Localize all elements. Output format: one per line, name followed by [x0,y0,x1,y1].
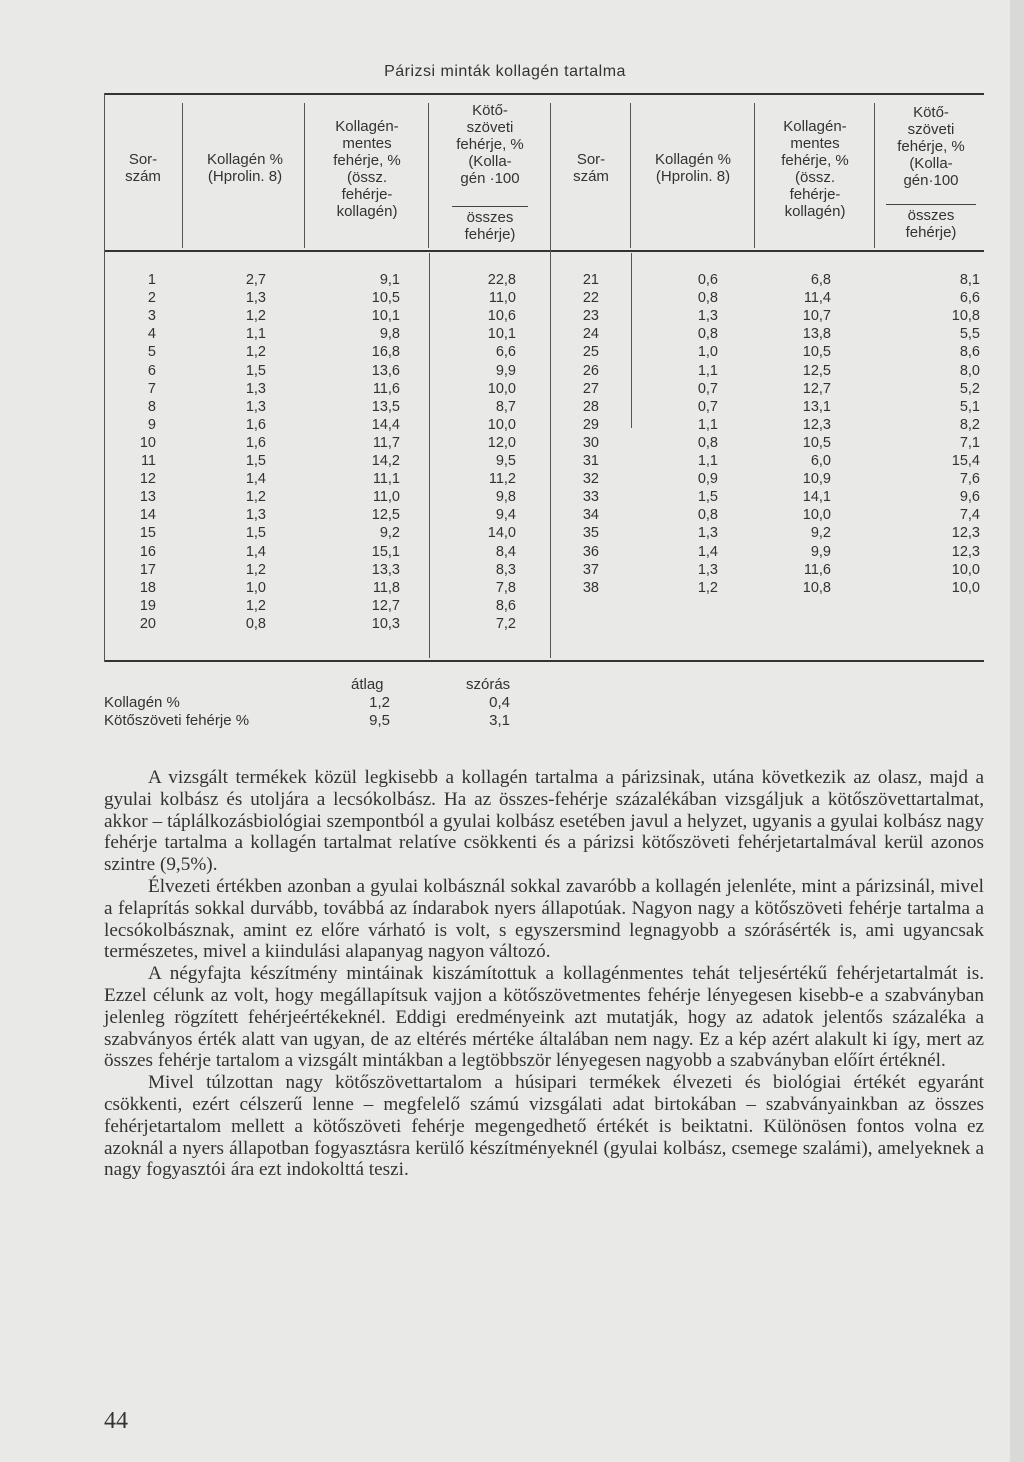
cell-kollagenmentes: 13,5 [371,398,400,415]
column-divider [428,103,429,248]
cell-kollagenmentes: 11,8 [372,579,400,596]
cell-kollagen: 1,1 [245,326,266,343]
stats-header-sd: szórás [466,676,511,693]
cell-kollagen: 0,8 [697,326,718,343]
cell-kotoszoveti: 10,0 [951,579,980,596]
cell-kotoszoveti: 8,6 [959,344,980,361]
cell-kollagenmentes: 10,0 [802,507,831,524]
cell-kollagen: 1,2 [245,597,266,614]
cell-sorszam: 4 [147,326,156,343]
table-title: Párizsi minták kollagén tartalma [384,63,626,80]
cell-kotoszoveti: 5,2 [959,380,980,397]
cell-kollagen: 1,6 [245,434,266,451]
cell-kollagenmentes: 9,9 [810,543,831,560]
cell-kotoszoveti: 9,6 [959,489,980,506]
cell-kollagenmentes: 13,1 [802,398,831,415]
cell-kollagen: 1,5 [245,362,266,379]
cell-kollagenmentes: 9,2 [379,525,400,542]
cell-kollagenmentes: 13,6 [371,362,400,379]
cell-sorszam: 33 [582,489,599,506]
cell-sorszam: 7 [147,380,156,397]
cell-kotoszoveti: 10,8 [951,308,980,325]
cell-sorszam: 10 [139,434,156,451]
header-kotoszoveti-denominator: összes fehérje) [452,206,528,243]
cell-sorszam: 11 [140,453,156,469]
cell-kotoszoveti: 9,5 [495,453,516,469]
cell-kotoszoveti: 10,1 [487,326,516,343]
cell-sorszam: 30 [582,434,599,451]
cell-sorszam: 18 [139,579,156,596]
cell-sorszam: 1 [147,272,156,288]
cell-kollagenmentes: 10,8 [802,579,831,596]
cell-sorszam: 21 [582,272,599,288]
paragraph: A vizsgált termékek közül legkisebb a kollagén tartalma a párizsinak, utána következik az olasz, majd a gyulai kolbász és utoljára a lecsókolbász. Ha az összes-fehérje százalékában vizsgáljuk a kötőszövettartalmat, akkor – táplálkozásbiológiai szempontból a gyulai kolbász esetében javul a helyzet, ugyanis a gyulai kolbász nagy fehérje tartalma a kollagén tartalmat relatíve csökkenti és a párizsi kötőszöveti fehérjetartalmával kerül azonos szintre (9,5%). [104,767,984,876]
cell-kotoszoveti: 11,2 [488,471,516,488]
cell-kollagenmentes: 15,1 [371,543,400,560]
paragraph: A négyfajta készítmény mintáinak kiszámítottuk a kollagénmentes tehát teljesértékű fehérjetartalmát is. Ezzel célunk az volt, hogy megállapítsuk vajjon a kötőszövetmentes fehérje lényegesen kisebb-e a szabványban jelenleg rögzített fehérjeértékeknél. Eddigi eredményeink azt mutatják, hogy az adatok jelentős százaléka a szabványos érték alatt van ugyan, de az eltérés mértéke általában nem nagy. Ez a kép azért alakult ki így, mert az összes fehérje tartalom a vizsgált mintákban a legtöbbször lényegesen nagyobb a szabványban előírt értéknél. [104,963,984,1072]
column-divider [874,103,875,248]
cell-sorszam: 22 [582,290,599,307]
cell-kotoszoveti: 8,3 [495,561,516,578]
cell-kollagen: 0,8 [697,507,718,524]
stats-sd: 0,4 [489,694,510,711]
cell-kotoszoveti: 5,5 [959,326,980,343]
cell-sorszam: 8 [147,398,156,415]
cell-kollagen: 0,9 [697,471,718,488]
cell-sorszam: 29 [582,416,599,433]
cell-kotoszoveti: 6,6 [959,290,980,307]
cell-sorszam: 6 [147,362,156,379]
cell-kotoszoveti: 7,4 [959,507,980,524]
cell-kollagenmentes: 12,7 [802,380,831,397]
cell-kollagen: 1,3 [697,525,718,542]
cell-kollagen: 1,3 [245,290,266,307]
cell-kotoszoveti: 22,8 [487,272,516,288]
cell-kollagen: 1,5 [245,525,266,542]
cell-kollagenmentes: 12,5 [371,507,400,524]
cell-kotoszoveti: 8,7 [495,398,516,415]
cell-kollagenmentes: 9,1 [379,272,400,288]
cell-kollagen: 1,4 [245,471,266,488]
cell-kotoszoveti: 10,0 [951,561,980,578]
cell-kotoszoveti: 10,0 [487,380,516,397]
cell-kollagen: 1,2 [697,579,718,596]
column-divider [631,253,632,428]
header-kollagenmentes: Kollagén- mentes fehérje, % (össz. fehérje- kollagén) [333,118,401,220]
cell-sorszam: 23 [582,308,599,325]
cell-kotoszoveti: 15,4 [951,453,980,469]
paragraph: Élvezeti értékben azonban a gyulai kolbásznál sokkal zavaróbb a kollagén jelenléte, mint a párizsinál, mivel a felaprítás sokkal durvább, továbbá az índarabok nyers állapotúak. Nagyon nagy a kötőszöveti fehérje tartalma a lecsókolbásznak, amint ez előre várható is volt, s egyszersmind legnagyobb a szórásérték is, ami ugyancsak természetes, mivel a kiindulási alapanyag nagyon változó. [104,875,984,963]
cell-kollagen: 0,7 [697,398,718,415]
cell-kollagenmentes: 9,8 [379,326,400,343]
header-kotoszoveti-right: Kötő- szöveti fehérje, % (Kolla- gén·100 [897,104,965,189]
table-header-rule [104,250,984,252]
cell-kollagen: 1,0 [245,579,266,596]
cell-kollagen: 1,2 [245,561,266,578]
cell-kollagenmentes: 10,5 [371,290,400,307]
cell-sorszam: 5 [147,344,156,361]
cell-kollagen: 1,1 [697,362,718,379]
cell-kollagen: 1,3 [697,308,718,325]
table-bottom-rule [104,660,984,662]
page-number: 44 [104,1408,128,1434]
cell-kotoszoveti: 12,0 [487,434,516,451]
cell-sorszam: 31 [582,453,599,469]
cell-sorszam: 35 [582,525,599,542]
cell-kollagen: 1,1 [697,453,718,469]
column-divider [182,103,183,248]
stats-sd: 3,1 [489,712,510,729]
cell-kotoszoveti: 11,0 [488,290,516,307]
cell-kollagenmentes: 12,3 [802,416,831,433]
cell-kotoszoveti: 12,3 [951,525,980,542]
cell-kollagenmentes: 11,6 [803,561,831,578]
cell-kollagen: 1,3 [697,561,718,578]
cell-sorszam: 24 [582,326,599,343]
cell-kotoszoveti: 14,0 [487,525,516,542]
header-kotoszoveti-right-denominator: összes fehérje) [886,204,976,241]
cell-kotoszoveti: 8,0 [959,362,980,379]
cell-sorszam: 12 [139,471,156,488]
cell-kollagenmentes: 11,7 [372,434,400,451]
header-sorszam: Sor- szám [125,151,161,185]
stats-label: Kollagén % [104,694,180,711]
cell-sorszam: 27 [582,380,599,397]
cell-kollagen: 1,2 [245,489,266,506]
cell-kollagen: 1,6 [245,416,266,433]
cell-sorszam: 3 [147,308,156,325]
cell-kotoszoveti: 7,1 [959,434,980,451]
cell-sorszam: 28 [582,398,599,415]
header-kollagenmentes-right: Kollagén- mentes fehérje, % (össz. fehérje- kollagén) [781,118,849,220]
cell-kollagen: 1,2 [245,308,266,325]
cell-sorszam: 26 [582,362,599,379]
cell-kollagenmentes: 11,6 [372,380,400,397]
cell-kollagenmentes: 6,0 [810,453,831,469]
cell-kollagenmentes: 11,1 [372,471,400,488]
header-kollagen: Kollagén % (Hprolin. 8) [207,151,283,185]
cell-kotoszoveti: 10,6 [487,308,516,325]
cell-kollagen: 1,3 [245,398,266,415]
cell-sorszam: 32 [582,471,599,488]
cell-kollagenmentes: 10,3 [371,615,400,632]
cell-kollagen: 0,8 [697,434,718,451]
cell-kollagenmentes: 14,1 [802,489,831,506]
cell-kollagen: 0,7 [697,380,718,397]
cell-kollagen: 1,2 [245,344,266,361]
cell-kollagen: 1,1 [697,416,718,433]
cell-sorszam: 9 [147,416,156,433]
stats-header-mean: átlag [351,676,384,693]
cell-kollagenmentes: 9,2 [810,525,831,542]
cell-kollagenmentes: 11,0 [372,489,400,506]
cell-kollagenmentes: 11,4 [803,290,831,307]
stats-mean: 1,2 [369,694,390,711]
cell-kotoszoveti: 10,0 [487,416,516,433]
cell-kollagenmentes: 10,7 [802,308,831,325]
cell-kollagen: 1,5 [697,489,718,506]
cell-kollagenmentes: 10,9 [802,471,831,488]
cell-sorszam: 13 [139,489,156,506]
cell-kotoszoveti: 5,1 [959,398,980,415]
cell-kollagenmentes: 13,8 [802,326,831,343]
cell-kotoszoveti: 7,8 [495,579,516,596]
cell-kollagen: 0,8 [697,290,718,307]
cell-sorszam: 14 [139,507,156,524]
cell-kotoszoveti: 9,4 [495,507,516,524]
cell-kotoszoveti: 8,4 [495,543,516,560]
cell-kollagen: 1,4 [245,543,266,560]
table-top-rule [104,93,984,95]
cell-kollagenmentes: 14,2 [371,453,400,469]
column-divider [754,103,755,248]
cell-kollagenmentes: 10,1 [371,308,400,325]
cell-kotoszoveti: 7,6 [959,471,980,488]
column-divider [429,253,430,658]
cell-kotoszoveti: 8,2 [959,416,980,433]
cell-sorszam: 17 [139,561,156,578]
cell-kotoszoveti: 12,3 [951,543,980,560]
cell-kotoszoveti: 9,9 [495,362,516,379]
cell-sorszam: 25 [582,344,599,361]
cell-kotoszoveti: 8,1 [959,272,980,288]
cell-kollagen: 1,3 [245,507,266,524]
cell-kollagen: 1,5 [245,453,266,469]
stats-label: Kötőszöveti fehérje % [104,712,250,729]
cell-kollagenmentes: 12,5 [802,362,831,379]
cell-kotoszoveti: 7,2 [495,615,516,632]
header-sorszam-right: Sor- szám [573,151,609,185]
cell-kollagenmentes: 12,7 [371,597,400,614]
cell-sorszam: 19 [139,597,156,614]
cell-sorszam: 36 [582,543,599,560]
header-kollagen-right: Kollagén % (Hprolin. 8) [655,151,731,185]
cell-sorszam: 38 [582,579,599,596]
data-table [104,93,984,663]
cell-kollagenmentes: 6,8 [810,272,831,288]
cell-kotoszoveti: 6,6 [495,344,516,361]
cell-sorszam: 37 [582,561,599,578]
cell-sorszam: 2 [147,290,156,307]
cell-sorszam: 20 [139,615,156,632]
cell-kollagen: 1,3 [245,380,266,397]
cell-kollagenmentes: 10,5 [802,344,831,361]
header-kotoszoveti: Kötő- szöveti fehérje, % (Kolla- gén ·100 [456,102,524,187]
cell-kollagen: 1,4 [697,543,718,560]
cell-kollagenmentes: 10,5 [802,434,831,451]
cell-kollagenmentes: 13,3 [371,561,400,578]
stats-mean: 9,5 [369,712,390,729]
cell-kollagenmentes: 14,4 [371,416,400,433]
paragraph: Mivel túlzottan nagy kötőszövettartalom a húsipari termékek élvezeti és biológiai értékét egyaránt csökkenti, ezért célszerű lenne – megfelelő számú vizsgálati adat birtokában – szabványainkban az összes fehérjetartalom mellett a kötőszöveti fehérje megengedhető értékét is beiktatni. Különösen fontos volna ez azoknál a nyers állapotban fogyasztásra kerülő készítményeknél (gyulai kolbász, csemege szalámi), amelyeknek a nagy fogyasztói ára ezt indokolttá teszi. [104,1072,984,1181]
cell-kollagen: 0,8 [245,615,266,632]
cell-kollagen: 0,6 [697,272,718,288]
cell-sorszam: 15 [139,525,156,542]
cell-kotoszoveti: 8,6 [495,597,516,614]
cell-kollagen: 1,0 [697,344,718,361]
cell-kotoszoveti: 9,8 [495,489,516,506]
cell-kollagenmentes: 16,8 [371,344,400,361]
body-text [104,767,984,1181]
cell-sorszam: 16 [139,543,156,560]
cell-sorszam: 34 [582,507,599,524]
cell-kollagen: 2,7 [245,272,266,288]
